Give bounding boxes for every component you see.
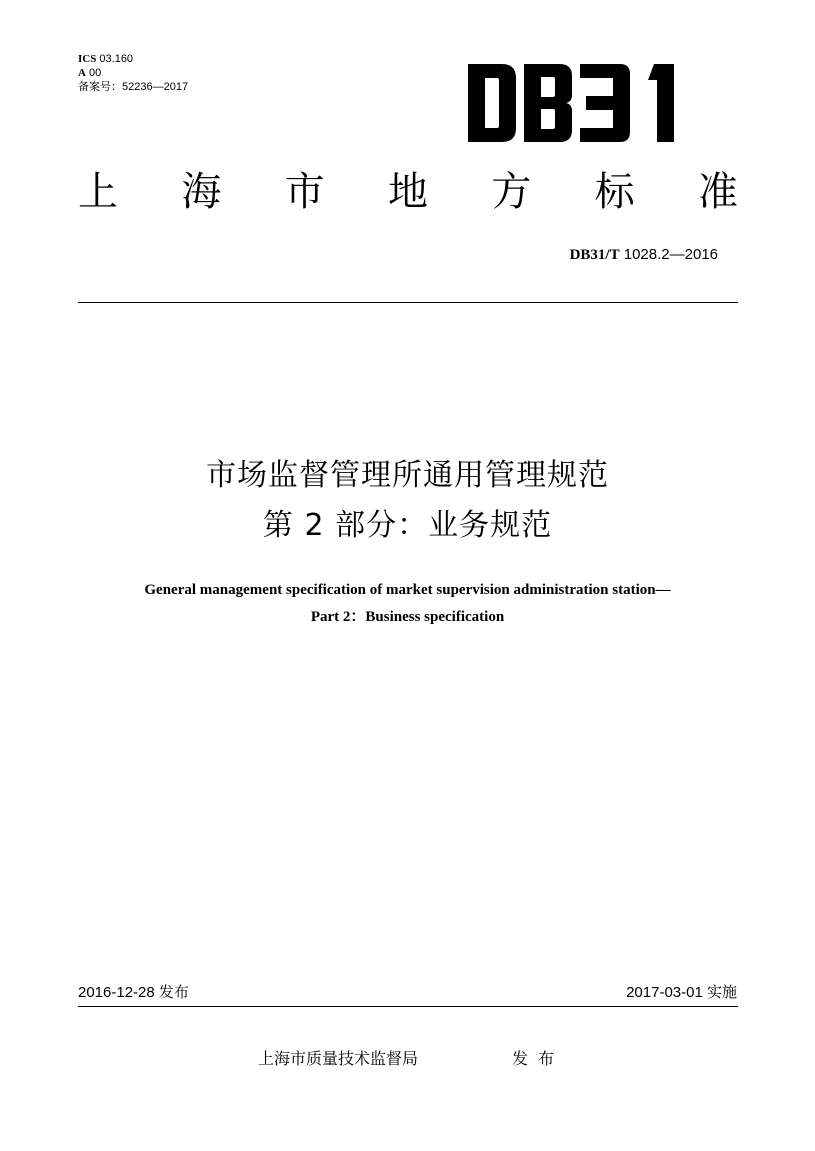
standard-type-char: 海 [181,169,222,215]
header-divider [78,302,738,303]
english-title-line-1: General management specification of market supervision administration station— [144,582,671,598]
standard-type-char: 准 [697,169,738,215]
record-number [78,80,188,94]
record-label: 备案号： [78,81,122,93]
record-value: 52236—2017 [122,81,189,93]
standard-type-char: 标 [594,169,635,215]
issuing-action: 发布 [512,1049,565,1068]
standard-type-heading [78,164,738,220]
ics-code [78,52,188,66]
standard-type-char: 上 [78,169,118,215]
standard-number-value: 1028.2—2016 [623,246,718,263]
implementation-date: 2017-03-01 实施 [626,984,737,1001]
footer-divider [78,1006,738,1007]
standard-type-char: 方 [491,169,532,215]
issue-date: 2016-12-28 发布 [78,984,189,1001]
chinese-title-line-1: 市场监督管理所通用管理规范 [206,458,609,493]
standard-type-char: 地 [387,169,428,215]
document-metadata [78,52,188,94]
ics-value: 03.160 [99,53,134,65]
standard-number [570,245,718,265]
ics-label: ICS [78,53,97,65]
standard-type-char: 市 [284,169,325,215]
classification-label: A [78,67,86,79]
english-title-line-2: Part 2：Business specification [310,609,505,625]
classification-code [78,66,188,80]
standard-number-prefix: DB31/T [569,247,620,263]
issuing-authority: 上海市质量技术监督局 [258,1049,419,1068]
db31-logo [468,64,690,142]
chinese-title-line-2: 第 2 部分：业务规范 [262,508,553,543]
classification-value: 00 [89,67,102,79]
